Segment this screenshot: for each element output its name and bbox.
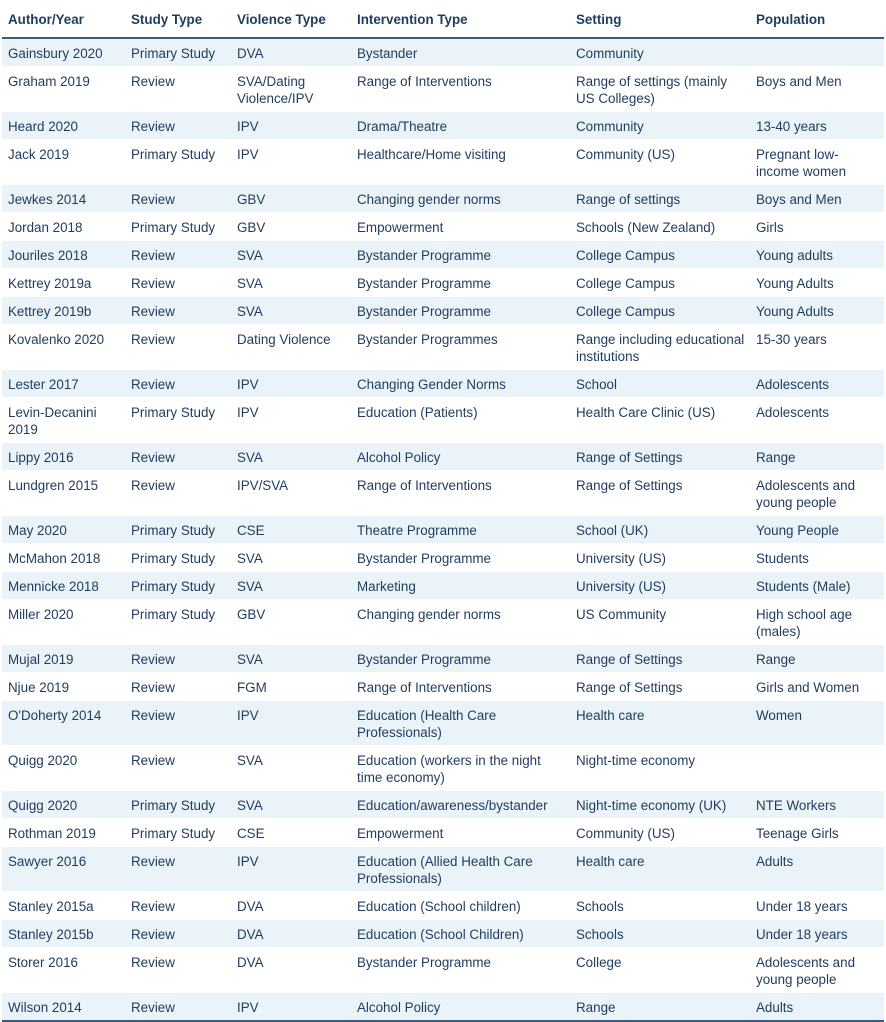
cell-author-year: Jewkes 2014 xyxy=(2,185,125,213)
cell-author-year: Miller 2020 xyxy=(8,607,74,622)
cell-intervention-type: Bystander Programme xyxy=(351,645,570,673)
cell-setting: Community xyxy=(570,38,750,67)
cell-study-type: Primary Study xyxy=(131,147,216,162)
cell-violence-type: SVA xyxy=(231,241,351,269)
cell-violence-type: SVA xyxy=(231,443,351,471)
cell-setting: Health Care Clinic (US) xyxy=(576,405,716,420)
cell-population: Range xyxy=(750,443,884,471)
cell-violence-type: DVA xyxy=(237,899,264,914)
cell-author-year: Stanley 2015a xyxy=(8,899,94,914)
cell-author-year: Kettrey 2019b xyxy=(2,297,125,325)
cell-population: Adolescents xyxy=(756,405,829,420)
cell-population xyxy=(750,746,884,791)
cell-intervention-type: Theatre Programme xyxy=(351,516,570,544)
cell-population: Teenage Girls xyxy=(756,826,839,841)
table-row xyxy=(2,185,884,213)
cell-study-type: Primary Study xyxy=(131,607,216,622)
cell-study-type: Primary Study xyxy=(131,405,216,420)
cell-violence-type: SVA/Dating Violence/IPV xyxy=(237,74,314,106)
cell-intervention-type: Range of Interventions xyxy=(357,74,492,89)
cell-study-type: Primary Study xyxy=(131,826,216,841)
cell-population: Pregnant low-income women xyxy=(756,147,847,179)
cell-violence-type: FGM xyxy=(237,680,267,695)
cell-intervention-type: Bystander Programme xyxy=(351,241,570,269)
cell-setting: Health care xyxy=(570,701,750,746)
cell-intervention-type: Alcohol Policy xyxy=(351,993,570,1022)
cell-violence-type: DVA xyxy=(231,920,351,948)
cell-setting: University (US) xyxy=(570,572,750,600)
cell-author-year: Storer 2016 xyxy=(8,955,78,970)
cell-author-year: Wilson 2014 xyxy=(2,993,125,1022)
cell-author-year: Lester 2017 xyxy=(2,370,125,398)
cell-violence-type: GBV xyxy=(231,185,351,213)
cell-setting: Range including educational institutions xyxy=(576,332,745,364)
cell-study-type: Review xyxy=(131,680,175,695)
cell-setting: Range of Settings xyxy=(576,680,683,695)
cell-study-type: Review xyxy=(125,920,231,948)
cell-violence-type: IPV xyxy=(231,701,351,746)
cell-study-type: Review xyxy=(125,185,231,213)
table-row xyxy=(2,544,884,572)
cell-intervention-type: Education (Allied Health Care Professionals) xyxy=(351,847,570,892)
table-row xyxy=(2,516,884,544)
cell-study-type: Review xyxy=(131,955,175,970)
cell-intervention-type: Bystander Programme xyxy=(357,551,491,566)
cell-population: Students (Male) xyxy=(750,572,884,600)
header-setting: Setting xyxy=(570,0,750,38)
cell-setting: Community (US) xyxy=(576,147,675,162)
cell-setting: School (UK) xyxy=(570,516,750,544)
cell-study-type: Primary Study xyxy=(125,516,231,544)
cell-intervention-type: Healthcare/Home visiting xyxy=(357,147,506,162)
cell-author-year: Jack 2019 xyxy=(8,147,70,162)
table-row xyxy=(2,673,884,701)
cell-study-type: Review xyxy=(131,332,175,347)
cell-author-year: Mujal 2019 xyxy=(2,645,125,673)
cell-setting: College xyxy=(576,955,622,970)
header-row xyxy=(2,0,884,38)
cell-intervention-type: Changing gender norms xyxy=(357,607,501,622)
cell-study-type: Review xyxy=(125,645,231,673)
cell-population: Girls xyxy=(756,220,784,235)
cell-population: Students xyxy=(756,551,809,566)
table-row xyxy=(2,819,884,847)
cell-study-type: Primary Study xyxy=(125,38,231,67)
cell-study-type: Primary Study xyxy=(131,220,216,235)
cell-population: High school age (males) xyxy=(756,607,853,639)
header-study-type: Study Type xyxy=(125,0,231,38)
cell-author-year: Stanley 2015b xyxy=(2,920,125,948)
cell-violence-type: SVA xyxy=(231,791,351,819)
cell-violence-type: IPV xyxy=(231,112,351,140)
cell-author-year: Rothman 2019 xyxy=(8,826,96,841)
table-row xyxy=(2,112,884,140)
table-row xyxy=(2,38,884,67)
cell-population: Boys and Men xyxy=(750,185,884,213)
cell-setting: Health care xyxy=(570,847,750,892)
cell-setting: Range of Settings xyxy=(570,443,750,471)
cell-study-type: Review xyxy=(125,297,231,325)
cell-study-type: Review xyxy=(125,241,231,269)
cell-violence-type: IPV xyxy=(231,847,351,892)
cell-population: Young People xyxy=(750,516,884,544)
cell-study-type: Review xyxy=(131,899,175,914)
cell-intervention-type: Bystander Programme xyxy=(357,276,491,291)
cell-author-year: Mennicke 2018 xyxy=(2,572,125,600)
cell-population: Under 18 years xyxy=(750,920,884,948)
cell-population: Adolescents xyxy=(750,370,884,398)
cell-intervention-type: Education (School Children) xyxy=(351,920,570,948)
cell-setting: Range of settings (mainly US Colleges) xyxy=(576,74,728,106)
cell-author-year: Graham 2019 xyxy=(8,74,90,89)
cell-violence-type: IPV/SVA xyxy=(237,478,289,493)
cell-study-type: Review xyxy=(131,276,175,291)
studies-table xyxy=(2,0,884,1022)
cell-author-year: Sawyer 2016 xyxy=(2,847,125,892)
cell-intervention-type: Alcohol Policy xyxy=(351,443,570,471)
cell-intervention-type: Empowerment xyxy=(357,220,444,235)
cell-intervention-type: Bystander Programme xyxy=(351,297,570,325)
cell-setting: University (US) xyxy=(576,551,667,566)
cell-violence-type: DVA xyxy=(231,38,351,67)
cell-population: Young Adults xyxy=(756,276,834,291)
cell-setting: Night-time economy (UK) xyxy=(570,791,750,819)
table-row xyxy=(2,370,884,398)
cell-study-type: Review xyxy=(131,478,175,493)
table-row xyxy=(2,471,884,516)
cell-study-type: Review xyxy=(125,443,231,471)
table-row xyxy=(2,948,884,993)
cell-violence-type: SVA xyxy=(237,551,263,566)
cell-author-year: McMahon 2018 xyxy=(8,551,101,566)
header-author-year: Author/Year xyxy=(2,0,125,38)
cell-intervention-type: Empowerment xyxy=(357,826,444,841)
table-row xyxy=(2,269,884,297)
table-row xyxy=(2,847,884,892)
cell-intervention-type: Education/awareness/bystander xyxy=(351,791,570,819)
cell-study-type: Review xyxy=(125,701,231,746)
cell-setting: Range of Settings xyxy=(570,645,750,673)
table-row xyxy=(2,325,884,370)
cell-setting: Schools xyxy=(570,920,750,948)
table-row xyxy=(2,645,884,673)
cell-author-year: Kovalenko 2020 xyxy=(8,332,105,347)
header-population: Population xyxy=(750,0,884,38)
cell-violence-type: SVA xyxy=(237,276,263,291)
table-row xyxy=(2,746,884,791)
cell-intervention-type: Drama/Theatre xyxy=(351,112,570,140)
cell-author-year: May 2020 xyxy=(2,516,125,544)
cell-population: Boys and Men xyxy=(756,74,842,89)
cell-setting: Community (US) xyxy=(576,826,675,841)
cell-author-year: O'Doherty 2014 xyxy=(2,701,125,746)
table-row xyxy=(2,920,884,948)
cell-author-year: Quigg 2020 xyxy=(2,791,125,819)
cell-violence-type: IPV xyxy=(231,993,351,1022)
cell-intervention-type: Bystander xyxy=(351,38,570,67)
cell-intervention-type: Education (Patients) xyxy=(357,405,478,420)
cell-author-year: Heard 2020 xyxy=(2,112,125,140)
cell-study-type: Primary Study xyxy=(125,572,231,600)
cell-setting: College Campus xyxy=(576,276,675,291)
cell-violence-type: DVA xyxy=(237,955,264,970)
cell-setting: Community xyxy=(570,112,750,140)
cell-population: NTE Workers xyxy=(750,791,884,819)
table-row xyxy=(2,572,884,600)
cell-population: Range xyxy=(750,645,884,673)
cell-intervention-type: Education (Health Care Professionals) xyxy=(351,701,570,746)
cell-study-type: Primary Study xyxy=(125,791,231,819)
cell-violence-type: Dating Violence xyxy=(237,332,331,347)
cell-population: Women xyxy=(750,701,884,746)
cell-violence-type: CSE xyxy=(231,516,351,544)
header-violence-type: Violence Type xyxy=(231,0,351,38)
table-row xyxy=(2,67,884,112)
cell-setting: Schools xyxy=(576,899,624,914)
cell-intervention-type: Changing Gender Norms xyxy=(351,370,570,398)
cell-intervention-type: Changing gender norms xyxy=(351,185,570,213)
cell-author-year: Quigg 2020 xyxy=(8,753,78,768)
cell-population: Young adults xyxy=(750,241,884,269)
cell-violence-type: SVA xyxy=(231,297,351,325)
cell-author-year: Lippy 2016 xyxy=(2,443,125,471)
table-row xyxy=(2,701,884,746)
cell-intervention-type: Bystander Programme xyxy=(357,955,491,970)
cell-intervention-type: Range of Interventions xyxy=(357,478,492,493)
cell-violence-type: SVA xyxy=(231,572,351,600)
cell-study-type: Review xyxy=(125,847,231,892)
table-body xyxy=(2,38,884,1021)
table-row xyxy=(2,241,884,269)
table-row xyxy=(2,443,884,471)
cell-setting: Night-time economy xyxy=(576,753,696,768)
cell-intervention-type: Marketing xyxy=(351,572,570,600)
cell-study-type: Review xyxy=(125,370,231,398)
cell-setting: Range xyxy=(570,993,750,1022)
table-row xyxy=(2,600,884,645)
cell-violence-type: IPV xyxy=(231,370,351,398)
header-intervention-type: Intervention Type xyxy=(351,0,570,38)
cell-intervention-type: Education (workers in the night time economy) xyxy=(357,753,541,785)
cell-author-year: Levin-Decanini 2019 xyxy=(8,405,97,437)
cell-intervention-type: Bystander Programmes xyxy=(357,332,498,347)
cell-author-year: Njue 2019 xyxy=(8,680,70,695)
cell-setting: Schools (New Zealand) xyxy=(576,220,716,235)
table-row xyxy=(2,140,884,185)
cell-study-type: Review xyxy=(125,993,231,1022)
table-row xyxy=(2,892,884,920)
cell-setting: School xyxy=(570,370,750,398)
table-row xyxy=(2,791,884,819)
cell-study-type: Review xyxy=(131,753,175,768)
table-row xyxy=(2,398,884,443)
cell-violence-type: IPV xyxy=(237,405,259,420)
cell-violence-type: CSE xyxy=(237,826,265,841)
cell-study-type: Review xyxy=(131,74,175,89)
cell-study-type: Review xyxy=(125,112,231,140)
cell-author-year: Jordan 2018 xyxy=(8,220,83,235)
table-row xyxy=(2,213,884,241)
cell-population: Adults xyxy=(750,847,884,892)
table-row xyxy=(2,297,884,325)
cell-population xyxy=(750,38,884,67)
cell-violence-type: IPV xyxy=(237,147,259,162)
cell-violence-type: GBV xyxy=(237,607,266,622)
cell-violence-type: SVA xyxy=(237,753,263,768)
cell-population: 15-30 years xyxy=(756,332,827,347)
cell-intervention-type: Range of Interventions xyxy=(357,680,492,695)
cell-author-year: Gainsbury 2020 xyxy=(2,38,125,67)
cell-setting: US Community xyxy=(576,607,667,622)
cell-violence-type: SVA xyxy=(231,645,351,673)
cell-intervention-type: Education (School children) xyxy=(357,899,521,914)
cell-study-type: Primary Study xyxy=(131,551,216,566)
cell-population: Under 18 years xyxy=(756,899,848,914)
cell-author-year: Kettrey 2019a xyxy=(8,276,92,291)
cell-population: 13-40 years xyxy=(750,112,884,140)
cell-setting: College Campus xyxy=(570,241,750,269)
cell-population: Young Adults xyxy=(750,297,884,325)
cell-population: Adolescents and young people xyxy=(756,955,856,987)
cell-setting: Range of Settings xyxy=(576,478,683,493)
cell-author-year: Lundgren 2015 xyxy=(8,478,99,493)
cell-violence-type: GBV xyxy=(237,220,266,235)
cell-population: Girls and Women xyxy=(756,680,860,695)
cell-setting: College Campus xyxy=(570,297,750,325)
cell-author-year: Jouriles 2018 xyxy=(2,241,125,269)
cell-setting: Range of settings xyxy=(570,185,750,213)
cell-population: Adults xyxy=(750,993,884,1022)
table-row xyxy=(2,993,884,1022)
cell-population: Adolescents and young people xyxy=(756,478,856,510)
